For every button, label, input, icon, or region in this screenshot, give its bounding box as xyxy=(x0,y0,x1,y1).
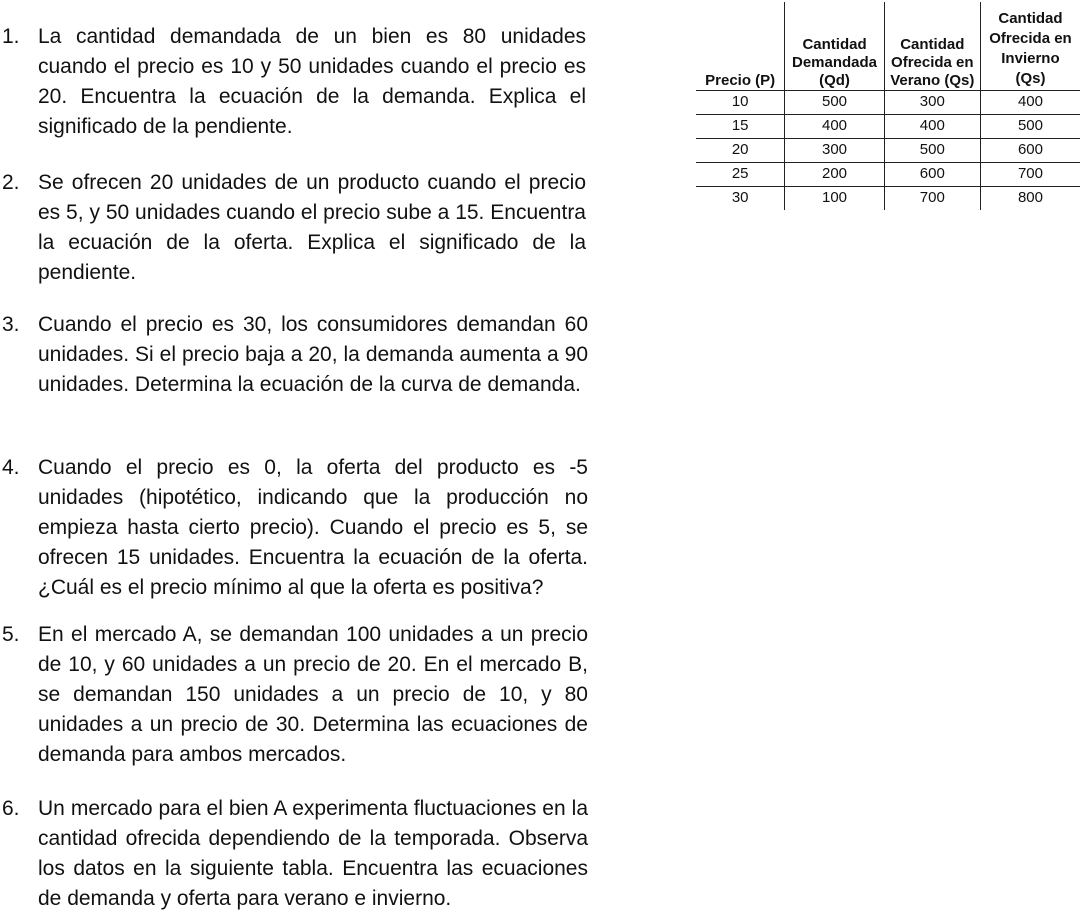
table-cell: 300 xyxy=(785,138,884,162)
question-number: 1. xyxy=(2,25,20,48)
table-cell: 400 xyxy=(785,114,884,138)
question-number: 6. xyxy=(2,797,20,820)
table-row xyxy=(696,138,1080,162)
table-cell: 30 xyxy=(696,186,785,210)
table-cell: 400 xyxy=(884,114,980,138)
table-cell: 500 xyxy=(785,90,884,114)
header-quantity-supplied-winter: Cantidad Ofrecida en Invierno (Qs) xyxy=(980,2,1080,90)
table-cell: 600 xyxy=(980,138,1080,162)
question-text: Cuando el precio es 0, la oferta del producto es -5 unidades (hipotético, indicando que la producción no empieza hasta cierto precio). Cuando el precio es 5, se ofrecen 15 unidades. Encuentra la ecuación de la oferta. ¿Cuál es el precio mínimo al que la oferta es positiva? xyxy=(38,456,588,599)
question-text: En el mercado A, se demandan 100 unidades a un precio de 10, y 60 unidades a un precio de 20. En el mercado B, se demandan 150 unidades a un precio de 10, y 80 unidades a un precio de 30. Determina las ecuaciones de demanda para ambos mercados. xyxy=(38,623,588,766)
question-text: La cantidad demandada de un bien es 80 unidades cuando el precio es 10 y 50 unidades cuando el precio es 20. Encuentra la ecuación de la demanda. Explica el significado de la pendiente. xyxy=(38,25,586,138)
table-cell: 500 xyxy=(980,114,1080,138)
table-cell: 500 xyxy=(884,138,980,162)
table-cell: 400 xyxy=(980,90,1080,114)
table-cell: 300 xyxy=(884,90,980,114)
question-number: 2. xyxy=(2,171,20,194)
question-number: 4. xyxy=(2,456,20,479)
table-cell: 25 xyxy=(696,162,785,186)
table-header-row xyxy=(696,2,1080,90)
table-cell: 700 xyxy=(980,162,1080,186)
table-cell: 700 xyxy=(884,186,980,210)
table-cell: 20 xyxy=(696,138,785,162)
question-text: Cuando el precio es 30, los consumidores demandan 60 unidades. Si el precio baja a 20, la demanda aumenta a 90 unidades. Determina la ecuación de la curva de demanda. xyxy=(38,313,588,396)
table-row xyxy=(696,114,1080,138)
table-cell: 200 xyxy=(785,162,884,186)
table-cell: 10 xyxy=(696,90,785,114)
table-row xyxy=(696,90,1080,114)
header-quantity-demanded: Cantidad Demandada (Qd) xyxy=(785,2,884,90)
question-number: 3. xyxy=(2,313,20,336)
table-cell: 600 xyxy=(884,162,980,186)
table-cell: 15 xyxy=(696,114,785,138)
table-cell: 100 xyxy=(785,186,884,210)
question-number: 5. xyxy=(2,623,20,646)
table-cell: 800 xyxy=(980,186,1080,210)
price-quantity-table xyxy=(696,2,1080,210)
question-text: Un mercado para el bien A experimenta fluctuaciones en la cantidad ofrecida dependiendo de la temporada. Observa los datos en la siguiente tabla. Encuentra las ecuaciones de demanda y oferta para verano e invierno. xyxy=(38,797,588,910)
table-row xyxy=(696,186,1080,210)
header-quantity-supplied-summer: Cantidad Ofrecida en Verano (Qs) xyxy=(884,2,980,90)
header-price: Precio (P) xyxy=(696,2,785,90)
question-text: Se ofrecen 20 unidades de un producto cuando el precio es 5, y 50 unidades cuando el precio sube a 15. Encuentra la ecuación de la oferta. Explica el significado de la pendiente. xyxy=(38,171,586,284)
table-row xyxy=(696,162,1080,186)
